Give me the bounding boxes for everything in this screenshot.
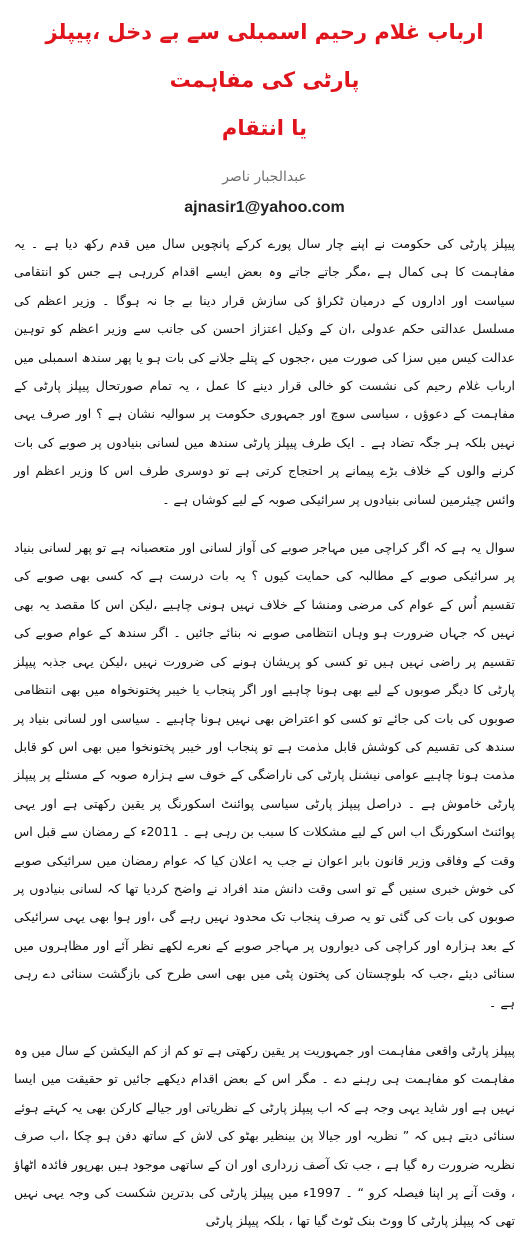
paragraph-1: پیپلز پارٹی کی حکومت نے اپنے چار سال پورے کرکے پانچویں سال میں قدم رکھ دیا ہے ۔ یہ مفاہمت کا ہی کمال ہے ،مگر جاتے جاتے وہ بعض ایسے اقدام کررہی ہے جس کو انتقامی سیاست اور اداروں کے درمیان ٹکراؤ کی سازش قرار دینا بے جا نہ ہوگا ۔ وزیر اعظم کی مسلسل عدالتی حکم عدولی ،ان کے وکیل اعتزاز احسن کی جانب سے وزیر اعظم کو توہین عدالت کیس میں سزا کی صورت میں ،ججوں کے پتلے جلانے کی بات ہو یا پھر سندھ اسمبلی میں ارباب غلام رحیم کی نشست کو خالی قرار دینے کا عمل ، یہ تمام صورتحال پیپلز پارٹی کے مفاہمت کے دعوؤں ، سیاسی سوچ اور جمہوری حکومت پر سوالیہ نشان ہے ؟ اور صرف یہی نہیں بلکہ ہر جگہ تضاد ہے ۔ ایک طرف پیپلز پارٹی سندھ میں لسانی بنیادوں پر صوبے کی بات کرنے والوں کے خلاف بڑے پیمانے پر احتجاج کرتی ہے تو دوسری طرف اس کا وزیر اعظم اور وائس چیئرمین لسانی بنیادوں پر سرائیکی صوبہ کے لیے کوشاں ہے ۔ [14, 236, 515, 507]
article-body [14, 230, 515, 1236]
author-name: عبدالجبار ناصر [222, 169, 307, 185]
paragraph-3: پیپلز پارٹی واقعی مفاہمت اور جمہوریت پر یقین رکھتی ہے تو کم از کم الیکشن کے سال میں وہ مفاہمت کو مفاہمت ہی رہنے دے ۔ مگر اس کے بعض اقدام دیکھے جائیں تو حقیقت میں ایسا نہیں ہے اور شاید یہی وجہ ہے کہ اب پیپلز پارٹی کے نظریاتی اور جیالے کارکن بھی یہ کہتے ہوئے سنائی دیتے ہیں کہ ” نظریہ اور جیالا پن بینظیر بھٹو کی لاش کے ساتھ دفن ہو چکا ،اب صرف نظریہ ضرورت رہ گیا ہے ، جب تک آصف زرداری اور ان کے ساتھی موجود ہیں بھرپور فائدہ اٹھاؤ ، وقت آنے پر اپنا فیصلہ کرو “ ۔ 1997ء میں پیپلز پارٹی کی بدترین شکست کی وجہ یہی نہیں تھی کہ پیپلز پارٹی کا ووٹ بنک ٹوٹ گیا تھا ، بلکہ پیپلز پارٹی [14, 1042, 515, 1229]
paragraph-2: سوال یہ ہے کہ اگر کراچی میں مہاجر صوبے کی آواز لسانی اور متعصبانہ ہے تو پھر لسانی بنیاد پر سرائیکی صوبے کے مطالبہ کی حمایت کیوں ؟ یہ بات درست ہے کہ کسی بھی صوبے کی تقسیم اُس کے عوام کی مرضی ومنشا کے خلاف نہیں ہونی چاہیے ،لیکن اس کا مقصد یہ بھی نہیں کہ جہاں ضرورت ہو وہاں انتظامی صوبے نہ بنائے جائیں ۔ اگر سندھ کے عوام صوبے کی تقسیم پر راضی نہیں ہیں تو کسی کو پریشان ہونے کی ضرورت نہیں ،لیکن یہی جذبہ پیپلز پارٹی کا دیگر صوبوں کے لیے بھی ہونا چاہیے اور اگر پنجاب یا خیبر پختونخواہ میں بھی انتظامی صوبوں کی بات کی جائے تو کسی کو اعتراض بھی نہیں ہونا چاہیے ۔ سیاسی اور لسانی بنیاد پر سندھ کی تقسیم کی کوشش قابل مذمت ہے تو پنجاب اور خیبر پختونخوا میں بھی اس کو قابل مذمت ہونا چاہیے عوامی نیشنل پارٹی کی ناراضگی کے خوف سے ہزارہ صوبہ کے مسئلے پر پیپلز پارٹی خاموش ہے ۔ دراصل پیپلز پارٹی سیاسی پوائنٹ اسکورنگ پر یقین رکھتی ہے اور یہی پوائنٹ اسکورنگ اب اس کے لیے مشکلات کا سبب بن رہی ہے ۔ 2011ء کے رمضان سے قبل اس وقت کے وفاقی وزیر قانون بابر اعوان نے جب یہ اعلان کیا کہ عوام رمضان میں سرائیکی صوبے کی خوش خبری سنیں گے تو اسی وقت دانش مند افراد نے واضح کردیا تھا کہ لسانی بنیادوں پر صوبوں کی بات کی گئی تو یہ صرف پنجاب تک محدود نہیں رہے گی ،اور ہوا بھی یہی سرائیکی کے بعد ہزارہ اور کراچی کی دیواروں پر مہاجر صوبے کے نعرے لکھے نظر آئے اور مظاہروں میں سنائی دیئے ،جب کہ بلوچستان کی پختون پٹی میں بھی اسی طرح کی بازگشت سنائی دے رہی ہے ۔ [14, 540, 515, 1010]
headline-line-2: یا انتقام [221, 116, 308, 140]
headline-line-1: ارباب غلام رحیم اسمبلی سے بے دخل ،پیپلز پارٹی کی مفاہمت [45, 20, 484, 92]
article-headline [14, 8, 515, 152]
author-email: ajnasir1@yahoo.com [184, 199, 345, 216]
